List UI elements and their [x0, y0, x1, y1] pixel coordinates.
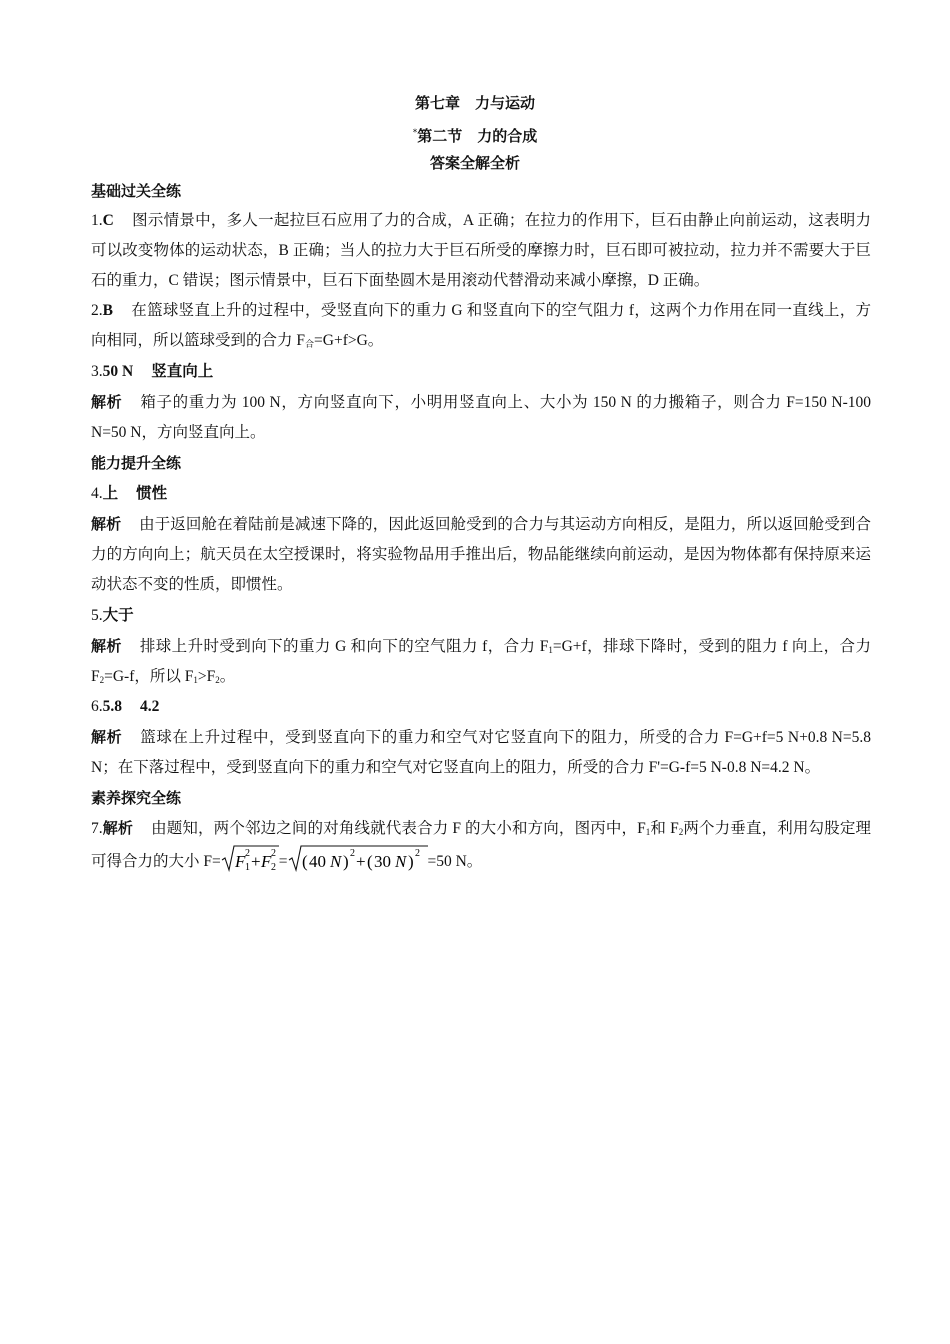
formula-equals: = — [278, 853, 288, 870]
question-5 — [91, 600, 871, 631]
q5-analysis-2: =G+f，排球下降时，受到的阻力 f 向上，合力 F — [91, 638, 871, 685]
q3-answer-value: 50 N — [102, 363, 134, 380]
q4-answer-a: 上 — [102, 484, 119, 502]
q4-analysis-label: 解析 — [91, 515, 122, 533]
q3-answer-direction: 竖直向上 — [151, 362, 214, 380]
question-3 — [91, 356, 871, 387]
value-30: 30 — [373, 852, 391, 871]
answer-content — [91, 176, 871, 877]
optional-star: * — [412, 128, 418, 138]
q1-analysis: 图示情景中，多人一起拉巨石应用了力的合成，A 正确；在拉力的作用下，巨石由静止向前运动，这表明力可以改变物体的运动状态，B 正确；当人的拉力大于巨石所受的摩擦力时，巨石即可被拉动，拉力并不需要大于巨石的重力，C 错误；图示情景中，巨石下面垫圆木是用滚动代替滑动来减小摩擦，D 正确。 — [91, 212, 871, 289]
f2-square: 2 — [270, 848, 276, 859]
section-title-line — [0, 118, 950, 148]
q4-number: 4. — [91, 485, 103, 502]
q5-analysis-1: 排球上升时受到向下的重力 G 和向下的空气阻力 f，合力 F — [139, 638, 549, 655]
q2-number: 2. — [91, 302, 103, 319]
q5-analysis-3: =G-f，所以 F — [104, 668, 194, 685]
q3-analysis-label: 解析 — [91, 393, 123, 411]
q4-analysis-para — [91, 509, 871, 600]
q5-answer: 大于 — [102, 606, 134, 624]
q5-sub-3: 1 — [193, 675, 198, 685]
q5-sub-2: 2 — [99, 675, 105, 685]
question-2 — [91, 296, 871, 356]
lparen-2: ( — [366, 852, 373, 871]
q7-result: =50 N。 — [427, 853, 483, 870]
q5-analysis-para — [91, 631, 871, 692]
q6-answer-b: 4.2 — [140, 698, 160, 715]
q3-analysis: 箱子的重力为 100 N，方向竖直向下，小明用竖直向上、大小为 150 N 的力搬箱子，则合力 F=150 N-100 N=50 N，方向竖直向上。 — [91, 394, 871, 441]
unit-n-1: N — [329, 852, 341, 871]
section-literacy: 素养探究全练 — [91, 789, 182, 807]
plus-sign-1: + — [250, 852, 261, 871]
f1-subscript: 1 — [244, 862, 250, 872]
q5-number: 5. — [91, 607, 103, 624]
q6-analysis: 篮球在上升过程中，受到竖直向下的重力和空气对它竖直向下的阻力，所受的合力 F=G+f=5 N+0.8 N=5.8 N；在下落过程中，受到竖直向下的重力和空气对它竖直向上的阻力，所受的合力 F'=G-f=5 N-0.8 N=4.2 N。 — [91, 729, 871, 776]
plus-sign-2: + — [355, 852, 366, 871]
q2-subscript: 合 — [305, 339, 315, 349]
square-2: 2 — [414, 848, 420, 859]
q7-analysis-label: 解析 — [102, 819, 134, 837]
q4-analysis: 由于返回舱在着陆前是减速下降的，因此返回舱受到的合力与其运动方向相反，是阻力，所以返回舱受到合力的方向向上；航天员在太空授课时，将实验物品用手推出后，物品能继续向前运动，是因为物体都有保持原来运动状态不变的性质，即惯性。 — [91, 516, 871, 593]
q3-analysis-para — [91, 387, 871, 448]
f2-subscript: 2 — [270, 862, 276, 872]
q7-sub-2: 2 — [678, 827, 684, 837]
unit-n-2: N — [394, 852, 406, 871]
question-4 — [91, 478, 871, 509]
q4-answer-b: 惯性 — [136, 484, 168, 502]
q5-sub-1: 1 — [548, 645, 553, 655]
q1-answer: C — [102, 212, 114, 229]
q3-number: 3. — [91, 363, 103, 380]
q5-analysis-5: 。 — [219, 668, 236, 685]
q7-number: 7. — [91, 820, 103, 837]
sqrt-symbol-1 — [221, 844, 279, 872]
q6-analysis-para — [91, 722, 871, 783]
rparen-1: ) — [342, 852, 349, 871]
q7-analysis-3: 两个力垂直，利用勾股定理可得合力的大小 F= — [91, 820, 871, 870]
q6-answer-a: 5.8 — [102, 698, 122, 715]
square-1: 2 — [349, 848, 355, 859]
section-title: 第二节 力的合成 — [417, 127, 538, 145]
formula-sqrt-f1-f2 — [221, 844, 279, 872]
q5-analysis-label: 解析 — [91, 637, 122, 655]
section-ability: 能力提升全练 — [91, 454, 182, 472]
section-basic: 基础过关全练 — [91, 182, 182, 200]
formula-sqrt-values — [288, 844, 428, 872]
f1-square: 2 — [244, 848, 250, 859]
q2-analysis-a: 在篮球竖直上升的过程中，受竖直向下的重力 G 和竖直向下的空气阻力 f，这两个力作用在同一直线上，方向相同，所以篮球受到的合力 F — [91, 302, 871, 349]
f2-symbol: F — [260, 852, 272, 871]
q5-analysis-4: >F — [197, 668, 216, 685]
q1-number: 1. — [91, 212, 103, 229]
title-block — [0, 88, 950, 178]
answer-subtitle: 答案全解全析 — [429, 154, 520, 172]
lparen-1: ( — [301, 852, 308, 871]
rparen-2: ) — [407, 852, 414, 871]
q2-answer: B — [102, 302, 113, 319]
question-7 — [91, 813, 871, 877]
f1-symbol: F — [234, 852, 246, 871]
q7-sub-1: 1 — [645, 827, 651, 837]
question-1 — [91, 206, 871, 296]
q6-number: 6. — [91, 698, 103, 715]
q7-analysis-2: 和 F — [650, 820, 679, 837]
value-40: 40 — [308, 852, 326, 871]
sqrt-symbol-2 — [288, 844, 428, 872]
question-6 — [91, 692, 871, 722]
q2-analysis-b: =G+f>G。 — [314, 332, 384, 349]
chapter-title: 第七章 力与运动 — [414, 94, 535, 112]
q6-analysis-label: 解析 — [91, 728, 123, 746]
q7-analysis-1: 由题知，两个邻边之间的对角线就代表合力 F 的大小和方向，图丙中，F — [151, 820, 646, 837]
q5-sub-4: 2 — [215, 675, 220, 685]
